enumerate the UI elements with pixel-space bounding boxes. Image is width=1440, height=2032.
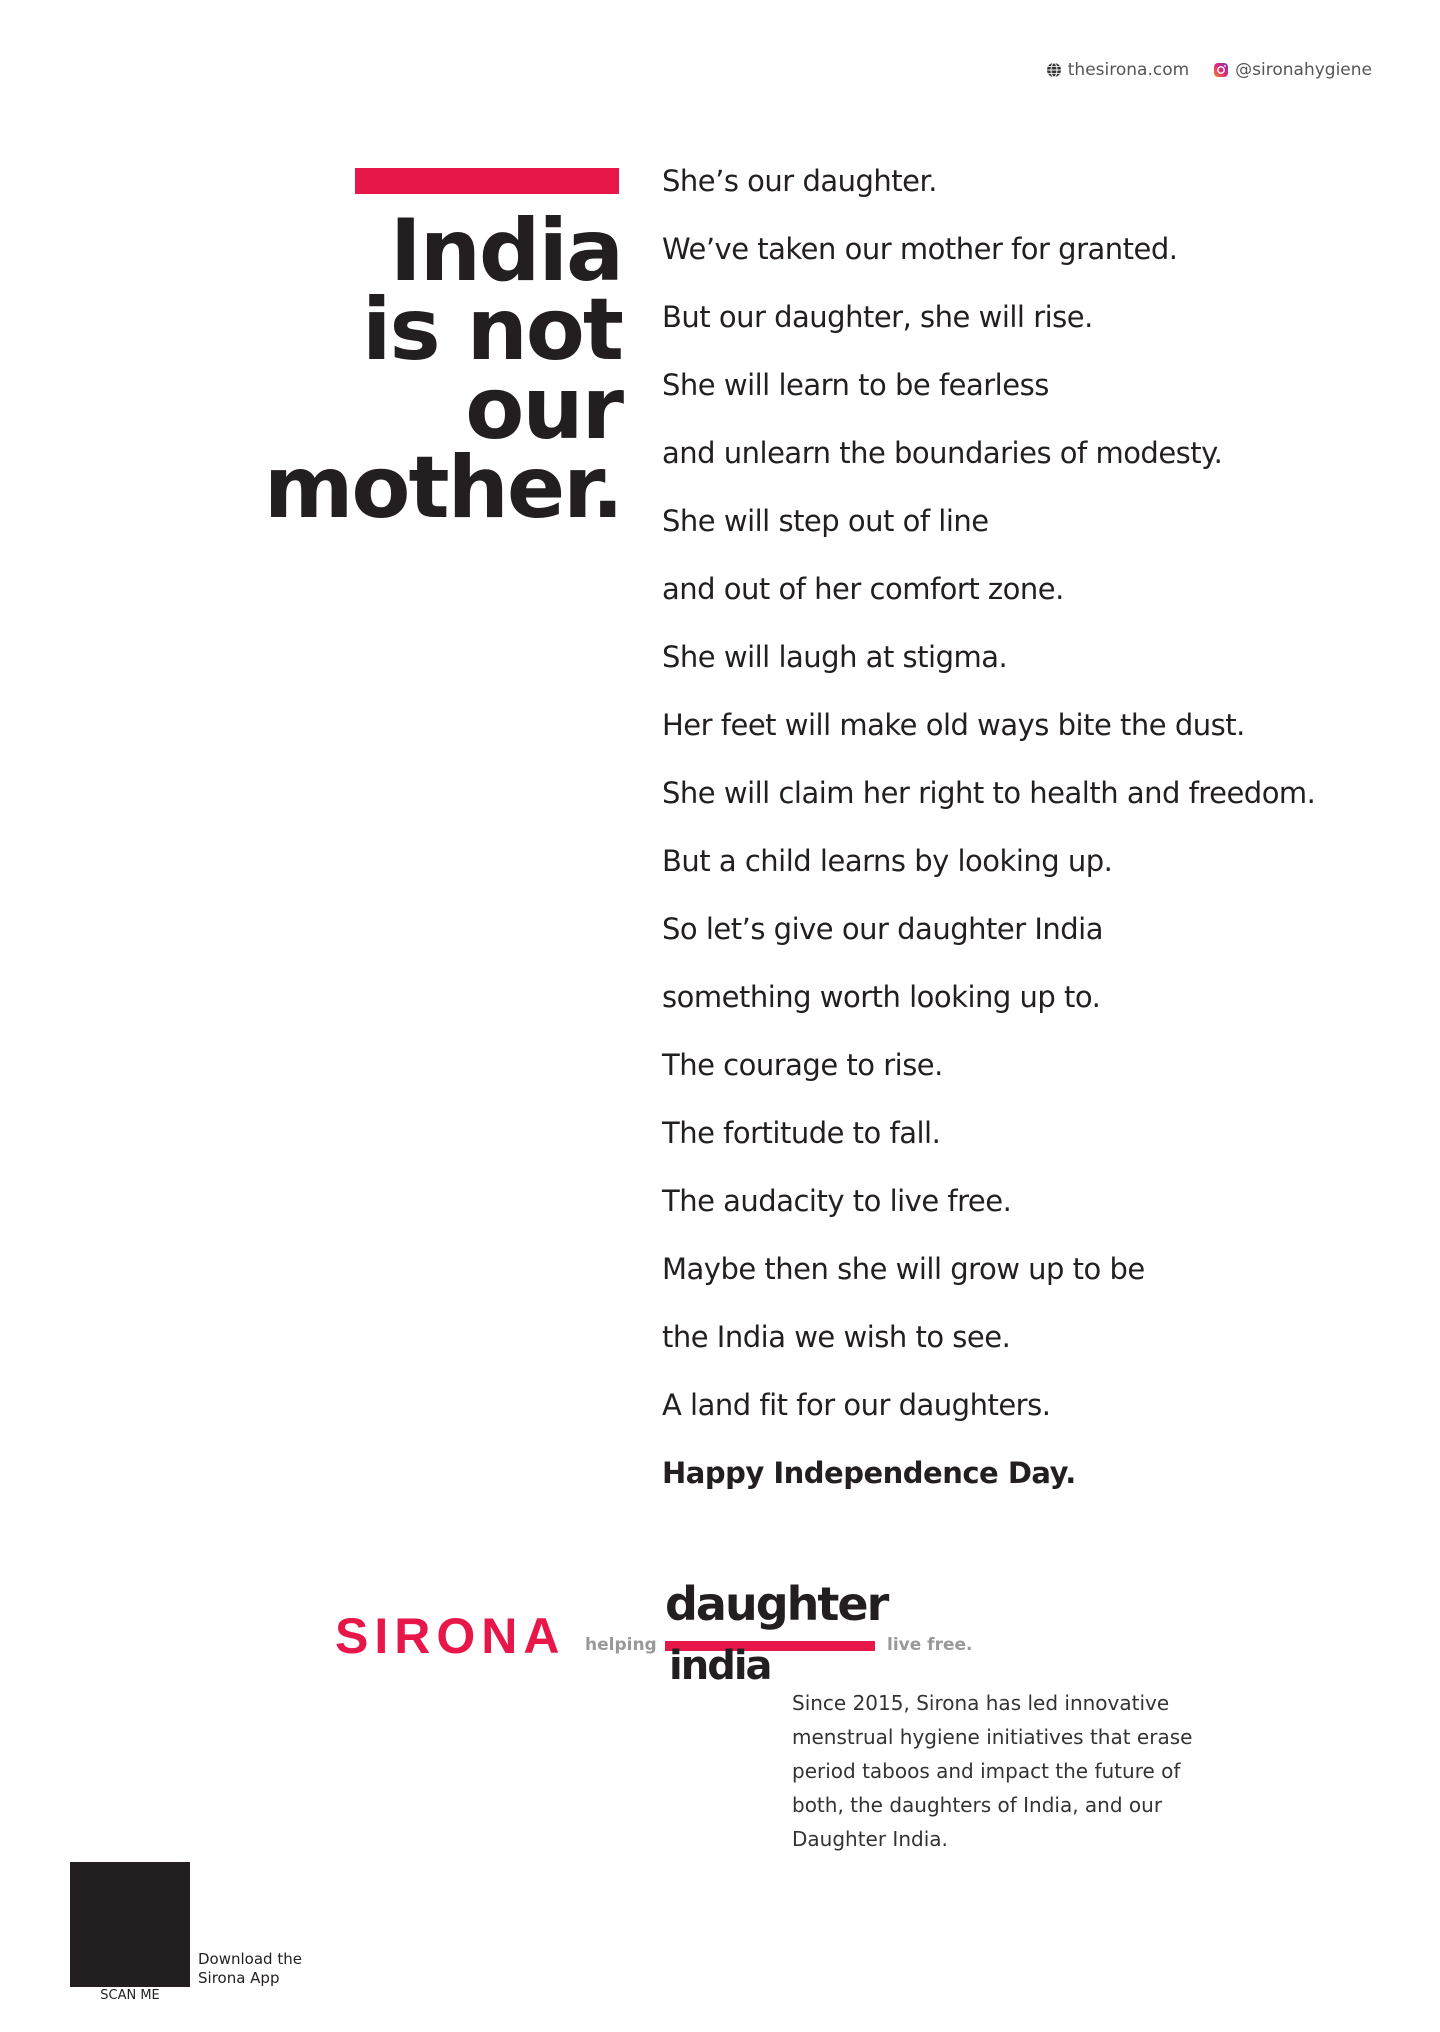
poem-line: She will claim her right to health and freedom. (662, 776, 1316, 810)
qr-label: SCAN ME (100, 1988, 160, 2003)
website-text: thesirona.com (1067, 60, 1190, 80)
brand-tagline-end: live free. (887, 1635, 973, 1655)
poem-line: She will learn to be fearless (662, 368, 1049, 402)
poem-closing: Happy Independence Day. (662, 1456, 1076, 1490)
poem-line: She’s our daughter. (662, 164, 937, 198)
poem-line: The fortitude to fall. (662, 1116, 941, 1150)
poem-line: But a child learns by looking up. (662, 844, 1113, 878)
instagram-text: @sironahygiene (1235, 60, 1372, 80)
poem-line: We’ve taken our mother for granted. (662, 232, 1178, 266)
poem-line: The courage to rise. (662, 1048, 943, 1082)
instagram-link[interactable] (1213, 60, 1372, 80)
website-link[interactable] (1046, 60, 1189, 80)
headline-line: our (465, 359, 622, 459)
instagram-icon (1213, 62, 1229, 78)
daughter-india-logo (665, 1577, 888, 1695)
about-paragraph (792, 1686, 1222, 1856)
poem-line: and out of her comfort zone. (662, 572, 1064, 606)
poem-line: Maybe then she will grow up to be (662, 1252, 1145, 1286)
headline-line: is not (361, 280, 622, 380)
download-app-text (198, 1950, 302, 1988)
poem-line: the India we wish to see. (662, 1320, 1011, 1354)
poem-line: The audacity to live free. (662, 1184, 1012, 1218)
poem-line: So let’s give our daughter India (662, 912, 1104, 946)
headline-line: India (389, 201, 622, 301)
poem-line: Her feet will make old ways bite the dust. (662, 708, 1245, 742)
about-line: period taboos and impact the future of (792, 1759, 1181, 1783)
brand-connector: helping (585, 1635, 657, 1655)
poem-line: A land fit for our daughters. (662, 1388, 1051, 1422)
about-line: menstrual hygiene initiatives that erase (792, 1725, 1193, 1749)
qr-code[interactable] (70, 1862, 190, 1987)
top-bar (1046, 60, 1372, 80)
poem-line: and unlearn the boundaries of modesty. (662, 436, 1223, 470)
poem-line: But our daughter, she will rise. (662, 300, 1093, 334)
daughter-india-bottom: india (669, 1643, 771, 1689)
download-line: Download the (198, 1950, 302, 1968)
about-line: Daughter India. (792, 1827, 948, 1851)
headline-line: mother. (263, 438, 622, 538)
poem-line: She will laugh at stigma. (662, 640, 1008, 674)
poem-line: She will step out of line (662, 504, 989, 538)
brand-row (335, 1577, 1035, 1695)
about-line: both, the daughters of India, and our (792, 1793, 1163, 1817)
sirona-logo: SIRONA (335, 1608, 566, 1664)
globe-icon (1046, 62, 1062, 78)
headline (263, 201, 622, 538)
poem (662, 158, 1362, 1518)
headline-accent-bar (355, 168, 619, 194)
poem-line: something worth looking up to. (662, 980, 1101, 1014)
download-line: Sirona App (198, 1969, 280, 1987)
daughter-india-top: daughter (665, 1577, 888, 1631)
about-line: Since 2015, Sirona has led innovative (792, 1691, 1170, 1715)
